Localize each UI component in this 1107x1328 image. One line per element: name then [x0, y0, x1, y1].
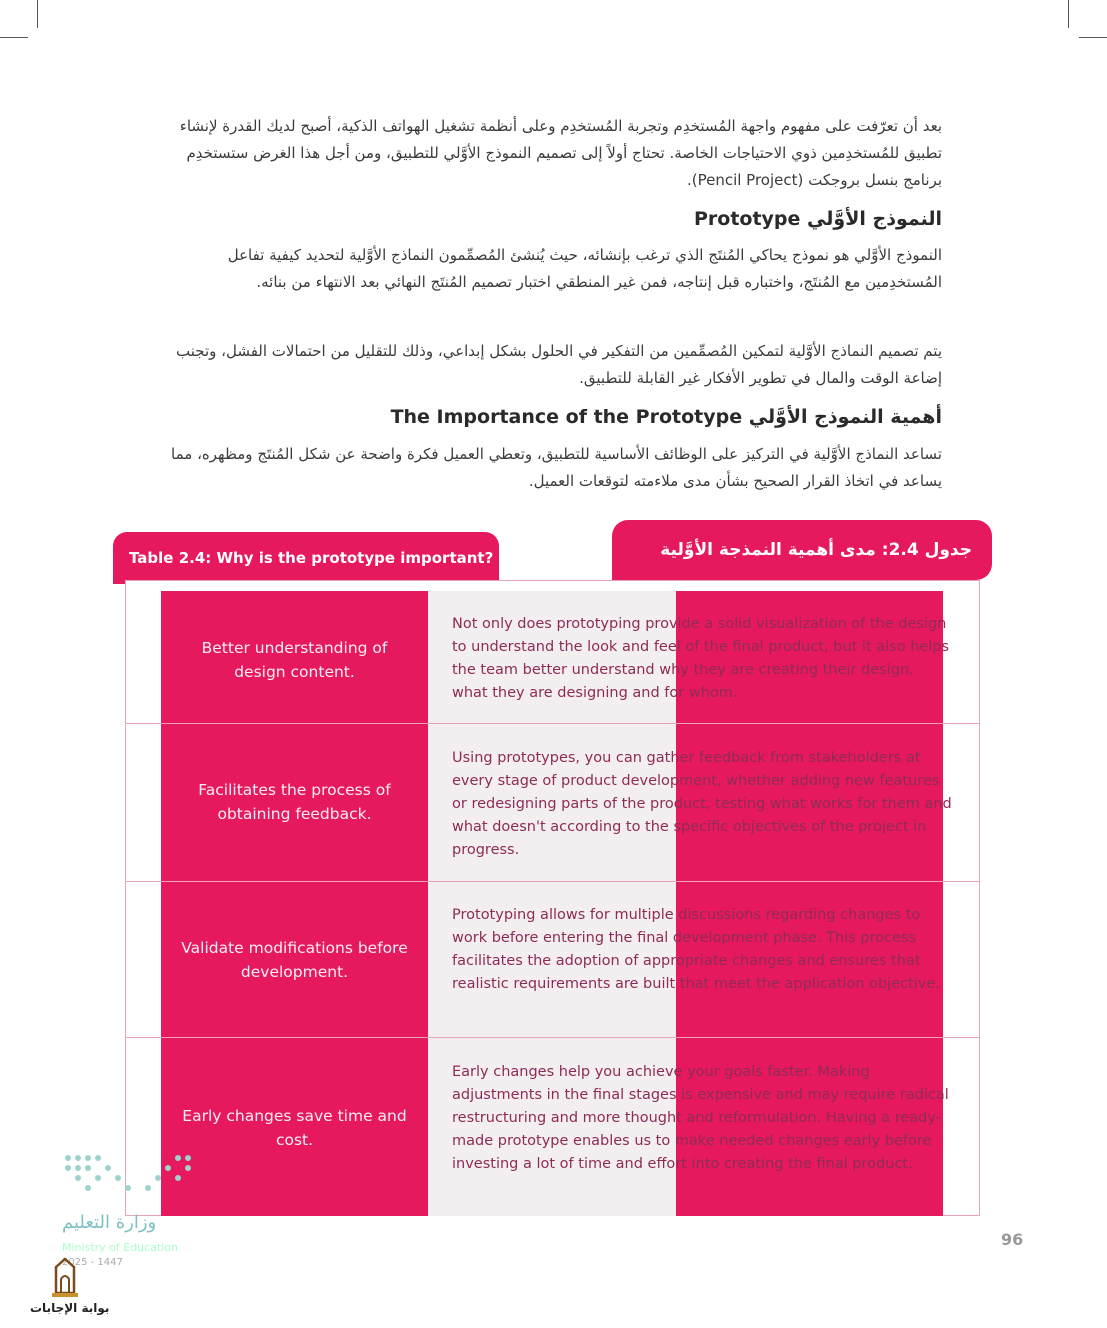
crop-mark	[0, 37, 28, 38]
crop-mark	[1079, 37, 1107, 38]
table-title-ar: جدول 2.4: مدى أهمية النمذجة الأوَّلية	[612, 520, 992, 580]
table-row-description: Prototyping allows for multiple discussions regarding changes to work before entering the final development phase. This process facilitates the adoption of appropriate changes and ensures that realistic requirements are built that meet the application objective.	[452, 907, 940, 992]
crop-mark	[37, 0, 38, 28]
row-divider	[125, 881, 980, 882]
table-row-label: Early changes save time and cost.	[182, 1107, 407, 1149]
table-row-label: Better understanding of design content.	[201, 639, 388, 681]
gateway-logo-icon	[44, 1257, 86, 1299]
table-row-description: Early changes help you achieve your goals faster. Making adjustments in the final stages is expensive and may require radical restructuring and more thought and reformulation. Having a ready-made prototype enables us to make needed changes early before investing a lot of time and effort into creating the final product.	[452, 1064, 949, 1172]
prototype-purpose-paragraph: يتم تصميم النماذج الأوَّلية لتمكين المُصمِّمين من التفكير في الحلول بشكل إبداعي، وذلك للتقليل من احتمالات الفشل، وتجنب إضاعة الوقت والمال في تطوير الأفكار غير القابلة للتطبيق.	[176, 342, 942, 387]
page-number: 96	[1001, 1230, 1024, 1249]
ministry-name-en: Ministry of Education	[62, 1241, 179, 1254]
table-row-description: Using prototypes, you can gather feedback from stakeholders at every stage of product development, whether adding new features or redesigning parts of the product, testing what works for them and what doesn't according to the specific objectives of the project in progress.	[452, 750, 952, 858]
intro-paragraph: بعد أن تعرّفت على مفهوم واجهة المُستخدِم وتجربة المُستخدِم وعلى أنظمة تشغيل الهواتف الذكية، أصبح لديك القدرة لإنشاء تطبيق للمُستخدِمين ذوي الاحتياجات الخاصة. تحتاج أولاً إلى تصميم النموذج الأوَّلي للتطبيق، ومن أجل هذا الغرض ستستخدِم برنامج بنسل بروجكت (Pencil Project).	[179, 117, 942, 189]
row-divider	[125, 1037, 980, 1038]
gateway-label: بوابة الإجابات	[30, 1301, 110, 1315]
table-row-description: Not only does prototyping provide a solid visualization of the design to understand the look and feel of the final product, but it also helps the team better understand why they are creating their design, what they are designing and for whom.	[452, 616, 950, 701]
table-row-label: Facilitates the process of obtaining feedback.	[198, 781, 391, 823]
ministry-name-ar: وزارة التعليم	[62, 1212, 157, 1233]
prototype-definition-paragraph: النموذج الأوَّلي هو نموذج يحاكي المُنتَج الذي ترغب بإنشائه، حيث يُنشئ المُصمِّمون النماذج الأوَّلية لتحديد كيفية تفاعل المُستخدِمين مع المُنتَج، واختباره قبل إنتاجه، فمن غير المنطقي اختبار تصميم المُنتَج النهائي بعد الانتهاء من بنائه.	[227, 246, 942, 291]
table-row-label: Validate modifications before development.	[181, 939, 408, 981]
edition-year: 2025 - 1447	[62, 1257, 123, 1268]
section-heading-prototype: النموذج الأوَّلي Prototype	[693, 208, 942, 230]
importance-paragraph: تساعد النماذج الأوَّلية في التركيز على الوظائف الأساسية للتطبيق، وتعطي العميل فكرة واضحة عن شكل المُنتَج ومظهره، مما يساعد في اتخاذ القرار الصحيح بشأن مدى ملاءمته لتوقعات العميل.	[171, 445, 942, 490]
ministry-dots-logo	[62, 1152, 202, 1202]
section-heading-importance: أهمية النموذج الأوَّلي The Importance of the Prototype	[390, 406, 942, 428]
table-title-en: Table 2.4: Why is the prototype important?	[113, 532, 499, 584]
row-divider	[125, 723, 980, 724]
crop-mark	[1068, 0, 1069, 28]
